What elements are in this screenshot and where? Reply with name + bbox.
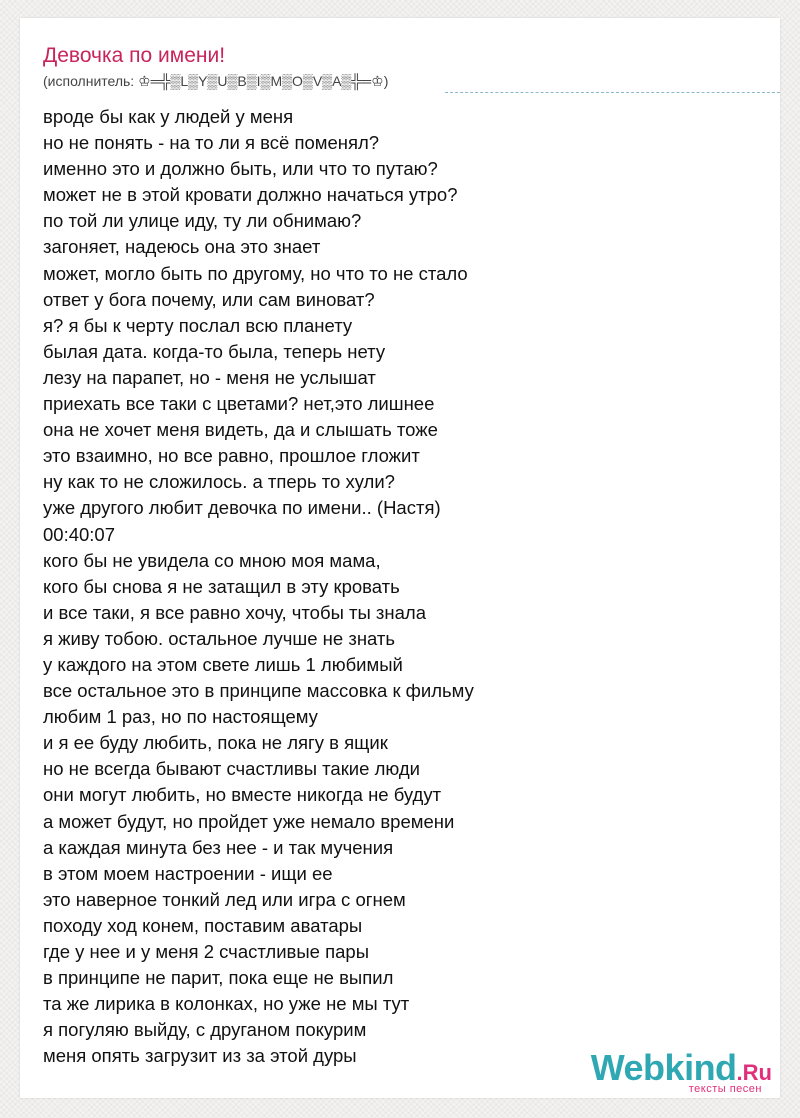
lyric-line: меня опять загрузит из за этой дуры — [43, 1045, 357, 1067]
lyric-line: любим 1 раз, но по настоящему — [43, 706, 318, 728]
lyric-line: и я ее буду любить, пока не лягу в ящик — [43, 732, 388, 754]
lyric-line: 00:40:07 — [43, 523, 116, 545]
lyric-line: это взаимно, но все равно, прошлое гложит — [43, 445, 420, 467]
logo-domain: .Ru — [736, 1060, 772, 1085]
lyric-line: но не понять - на то ли я всё поменял? — [43, 132, 380, 154]
lyric-line: я погуляю выйду, с друганом покурим — [43, 1019, 367, 1041]
lyric-line: вроде бы как у людей у меня — [43, 106, 294, 127]
lyric-line: может не в этой кровати должно начаться утро? — [43, 184, 458, 206]
lyric-line: где у нее и у меня 2 счастливые пары — [43, 941, 369, 962]
header-divider — [445, 92, 780, 93]
lyric-line: в принципе не парит, пока еще не выпил — [43, 967, 394, 989]
lyric-line: походу ход конем, поставим аватары — [43, 914, 363, 936]
logo-name: Webkind — [590, 1047, 737, 1088]
song-title: Девочка по имени! — [43, 44, 226, 67]
lyric-line: загоняет, надеюсь она это знает — [43, 236, 321, 258]
lyric-line: уже другого любит девочка по имени.. (Настя) — [43, 497, 441, 519]
lyric-line: а может будут, но пройдет уже немало времени — [43, 810, 455, 832]
lyric-line: лезу на парапет, но - меня не услышат — [43, 366, 376, 388]
lyric-line: ну как то не сложилось. а тперь то хули? — [43, 471, 395, 493]
lyric-line: может, могло быть по другому, но что то не стало — [43, 262, 468, 284]
lyric-line: все остальное это в принципе массовка к фильму — [43, 680, 474, 702]
lyric-line: в этом моем настроении - ищи ее — [43, 862, 333, 884]
lyric-line: я? я бы к черту послал всю планету — [43, 314, 353, 336]
lyric-line: а каждая минута без нее - и так мучения — [43, 836, 394, 858]
lyric-line: по той ли улице иду, ту ли обнимаю? — [43, 210, 362, 232]
lyric-line: я живу тобою. остальное лучше не знать — [43, 627, 396, 649]
lyric-line: но не всегда бывают счастливы такие люди — [43, 758, 420, 780]
lyrics-body — [43, 104, 474, 1069]
logo-tagline: тексты песен — [688, 1083, 762, 1095]
lyric-line: кого бы снова я не затащил в эту кровать — [43, 575, 400, 597]
lyric-line: приехать все таки с цветами? нет,это лишнее — [43, 393, 435, 415]
lyric-line: ответ у бога почему, или сам виноват? — [43, 288, 375, 310]
lyric-line: былая дата. когда-то была, теперь нету — [43, 340, 386, 362]
lyric-line: она не хочет меня видеть, да и слышать тоже — [43, 419, 438, 441]
lyric-line: та же лирика в колонках, но уже не мы тут — [43, 993, 410, 1015]
lyric-line: и все таки, я все равно хочу, чтобы ты знала — [43, 601, 426, 623]
artist-line: (исполнитель: ♔═╬▒L▒Y▒U▒B▒I▒M▒O▒V▒A▒╬═♔) — [43, 73, 389, 89]
lyric-line: кого бы не увидела со мною моя мама, — [43, 549, 381, 571]
lyric-line: это наверное тонкий лед или игра с огнем — [43, 888, 406, 910]
lyric-line: они могут любить, но вместе никогда не будут — [43, 784, 442, 806]
webkind-logo[interactable] — [590, 1047, 772, 1088]
lyric-line: у каждого на этом свете лишь 1 любимый — [43, 653, 403, 675]
lyric-line: именно это и должно быть, или что то путаю? — [43, 158, 438, 180]
